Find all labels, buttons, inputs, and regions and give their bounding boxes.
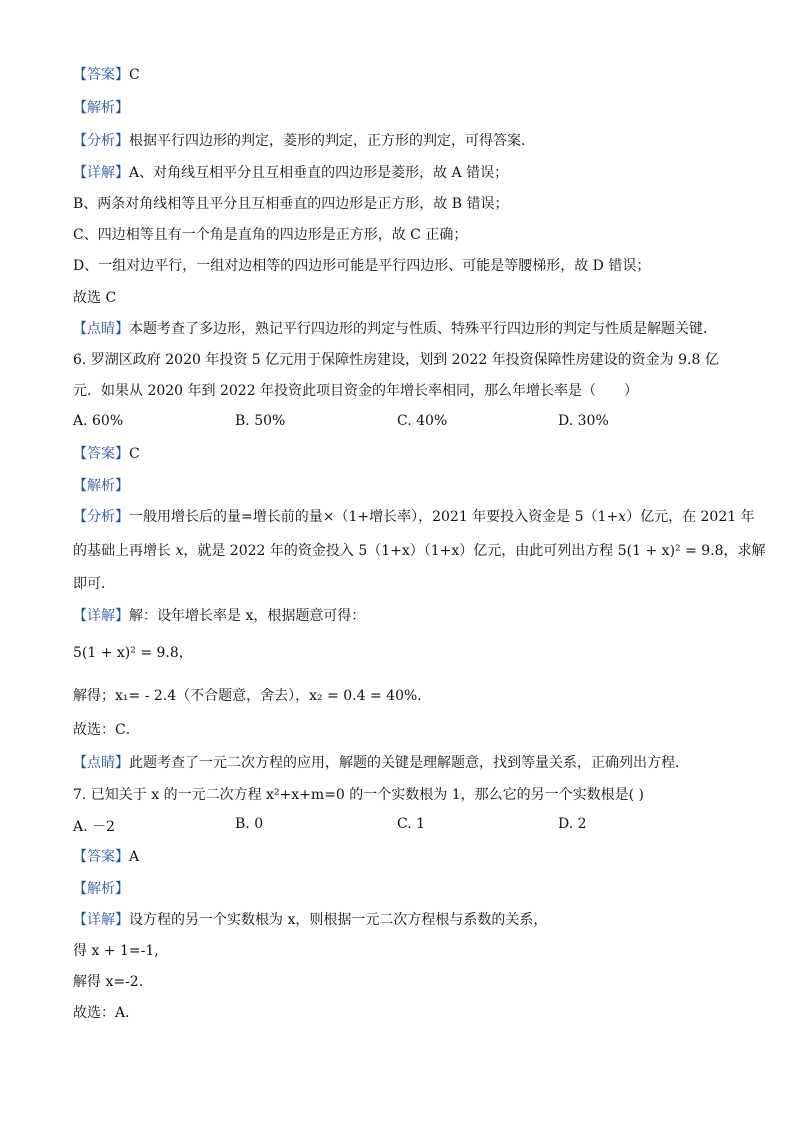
q5-analysis-line bbox=[73, 98, 754, 118]
fenxi-text: 根据平行四边形的判定，菱形的判定，正方形的判定，可得答案． bbox=[129, 133, 535, 149]
q6-option-b: B. 50% bbox=[235, 413, 286, 429]
answer-value: A bbox=[129, 849, 140, 865]
dianjing-text: 此题考查了一元二次方程的应用，解题的关键是理解题意，找到等量关系，正确列出方程． bbox=[129, 755, 689, 771]
q6-analysis-line bbox=[73, 476, 754, 496]
q5-conclusion-line: 故选 C bbox=[73, 290, 117, 306]
answer-tag: 【答案】 bbox=[73, 67, 129, 83]
answer-tag: 【答案】 bbox=[73, 446, 129, 462]
q5-fenxi-line bbox=[73, 131, 754, 151]
detail-text: 解：设年增长率是 x，根据题意可得： bbox=[129, 608, 366, 624]
xiangjie-tag: 【详解】 bbox=[73, 912, 129, 928]
fenxi-text: ）亿元，在 2021 年 bbox=[626, 509, 755, 525]
q7-option-a: A. －2 bbox=[73, 819, 115, 835]
q7-detail-line-3: 解得 x=-2. bbox=[73, 974, 144, 990]
q6-solve-line bbox=[73, 686, 754, 706]
fenxi-tag: 【分析】 bbox=[73, 509, 129, 525]
q7-option-d: D. 2 bbox=[558, 816, 587, 832]
xiangjie-tag: 【详解】 bbox=[73, 608, 129, 624]
q5-detail-a-line bbox=[73, 163, 754, 183]
analysis-tag: 【解析】 bbox=[73, 100, 129, 116]
fenxi-text: ，就是 2022 年的资金投入 5（1+x）（1+x）亿元，由此可列出方程 bbox=[183, 543, 618, 559]
fenxi-text: ，求解 bbox=[723, 543, 766, 559]
variable-x: x bbox=[618, 509, 627, 525]
q6-option-a: A. 60% bbox=[73, 413, 124, 429]
fenxi-text: 的基础上再增长 bbox=[73, 543, 176, 559]
q6-option-c: C. 40% bbox=[397, 413, 448, 429]
q5-answer-line bbox=[73, 65, 754, 85]
q5-dianjing-line bbox=[73, 319, 754, 339]
q5-detail-b-line: B、两条对角线相等且平分且互相垂直的四边形是正方形，故 B 错误； bbox=[73, 196, 509, 212]
dianjing-tag: 【点睛】 bbox=[73, 321, 129, 337]
q5-detail-c-line: C、四边相等且有一个角是直角的四边形是正方形，故 C 正确； bbox=[73, 227, 468, 243]
q6-equation-line: 5(1 + x)² = 9.8， bbox=[73, 645, 193, 661]
q7-conclusion-line: 故选：A． bbox=[73, 1005, 140, 1021]
detail-text: 设方程的另一个实数根为 x，则根据一元二次方程根与系数的关系， bbox=[129, 912, 548, 928]
q6-fenxi-line-2 bbox=[73, 541, 766, 561]
q6-option-d: D. 30% bbox=[558, 413, 609, 429]
fenxi-text: 一般用增长后的量=增长前的量×（1+增长率），2021 年要投入资金是 5（1+ bbox=[129, 509, 619, 525]
q7-detail-line-2: 得 x + 1=-1, bbox=[73, 943, 159, 959]
q6-dianjing-line bbox=[73, 753, 754, 773]
dianjing-tag: 【点睛】 bbox=[73, 755, 129, 771]
answer-tag: 【答案】 bbox=[73, 849, 129, 865]
q6-conclusion-line: 故选：C． bbox=[73, 722, 140, 738]
q6-detail-line bbox=[73, 606, 754, 626]
solve-result: x₂ = 0.4 = 40%． bbox=[309, 688, 432, 704]
fenxi-equation: 5(1 + x)² = 9.8 bbox=[617, 543, 724, 559]
dianjing-text: 本题考查了多边形，熟记平行四边形的判定与性质、特殊平行四边形的判定与性质是解题关键． bbox=[129, 321, 717, 337]
xiangjie-tag: 【详解】 bbox=[73, 165, 129, 181]
q7-option-b: B. 0 bbox=[235, 816, 264, 832]
q7-option-c: C. 1 bbox=[397, 816, 426, 832]
q6-answer-line bbox=[73, 444, 754, 464]
q6-fenxi-line-1 bbox=[73, 507, 754, 527]
q6-stem-line-2: 元．如果从 2020 年到 2022 年投资此项目资金的年增长率相同，那么年增长率是（ ） bbox=[73, 383, 639, 399]
q7-analysis-line bbox=[73, 879, 754, 899]
q7-answer-line bbox=[73, 847, 754, 867]
solve-text: 解得；x₁= - 2.4（不合题意，舍去）， bbox=[73, 688, 310, 704]
q7-stem-line: 7. 已知关于 x 的一元二次方程 x²+x+m=0 的一个实数根为 1，那么它的另一个实数根是( ) bbox=[73, 787, 645, 803]
detail-text: A、对角线互相平分且互相垂直的四边形是菱形，故 A 错误； bbox=[129, 165, 509, 181]
q6-fenxi-line-3: 即可． bbox=[73, 576, 115, 592]
answer-value: C bbox=[129, 67, 140, 83]
answer-value: C bbox=[129, 446, 140, 462]
q7-detail-line-1 bbox=[73, 910, 754, 930]
q6-stem-line-1: 6. 罗湖区政府 2020 年投资 5 亿元用于保障性房建设，划到 2022 年投资保障性房建设的资金为 9.8 亿 bbox=[73, 352, 719, 368]
fenxi-tag: 【分析】 bbox=[73, 133, 129, 149]
analysis-tag: 【解析】 bbox=[73, 478, 129, 494]
q5-detail-d-line: D、一组对边平行，一组对边相等的四边形可能是平行四边形、可能是等腰梯形，故 D 错误； bbox=[73, 258, 651, 274]
analysis-tag: 【解析】 bbox=[73, 881, 129, 897]
variable-x: x bbox=[175, 543, 184, 559]
